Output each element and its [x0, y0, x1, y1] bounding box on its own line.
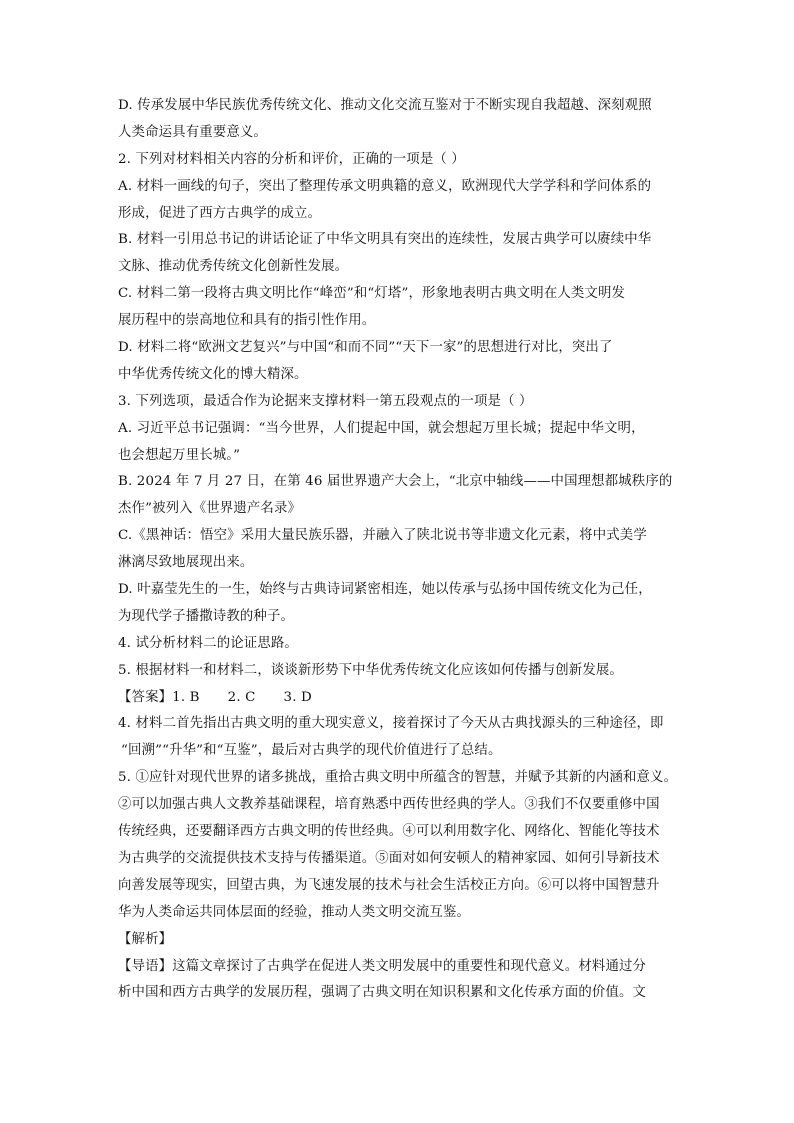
answer-5-line-2: ②可以加强古典人文教养基础课程，培育熟悉中西传世经典的学人。③我们不仅要重修中国: [118, 797, 660, 813]
q2-option-a-line-1: A. 材料一画线的句子，突出了整理传承文明典籍的意义，欧洲现代大学学科和学问体系的: [118, 178, 652, 194]
answer-5-line-6: 华为人类命运共同体层面的经验，推动人类文明交流互鉴。: [118, 904, 471, 920]
q3-option-a-line-2: 也会想起万里长城。”: [118, 447, 241, 463]
analysis-guide-line-1: 【导语】这篇文章探讨了古典学在促进人类文明发展中的重要性和现代意义。材料通过分: [118, 958, 647, 974]
q3-option-d-line-2: 为现代学子播撒诗教的种子。: [118, 608, 295, 624]
q2-option-c-line-1: C. 材料二第一段将古典文明比作“峰峦”和“灯塔”，形象地表明古典文明在人类文明发: [118, 286, 626, 302]
q3-stem: 3. 下列选项，最适合作为论据来支撑材料一第五段观点的一项是（ ）: [118, 393, 533, 409]
q2-option-b-line-1: B. 材料一引用总书记的讲话论证了中华文明具有突出的连续性，发展古典学可以赓续中华: [118, 232, 652, 248]
q3-option-b-line-2: 杰作”被列入《世界遗产名录》: [118, 501, 302, 517]
q2-option-c-line-2: 展历程中的崇高地位和具有的指引性作用。: [118, 313, 376, 329]
answer-5-line-1: 5. ①应针对现代世界的诸多挑战，重拾古典文明中所蕴含的智慧，并赋予其新的内涵和意义。: [118, 770, 678, 786]
analysis-guide-line-2: 析中国和西方古典学的发展历程，强调了古典文明在知识积累和文化传承方面的价值。文: [118, 985, 647, 1001]
q2-option-a-line-2: 形成，促进了西方古典学的成立。: [118, 205, 322, 221]
q3-option-c-line-1: C.《黑神话：悟空》采用大量民族乐器，并融入了陕北说书等非遗文化元素，将中式美学: [118, 528, 647, 544]
q3-option-a-line-1: A. 习近平总书记强调：“当今世界，人们提起中国，就会想起万里长城；提起中华文明，: [118, 420, 645, 436]
q3-option-c-line-2: 淋漓尽致地展现出来。: [118, 555, 254, 571]
q1-option-d-line-2: 人类命运具有重要意义。: [118, 124, 267, 140]
answer-5-line-3: 传统经典，还要翻译西方古典文明的传世经典。④可以利用数字化、网络化、智能化等技术: [118, 824, 660, 840]
answer-key-line: [118, 685, 674, 712]
q1-option-d-line-1: D. 传承发展中华民族优秀传统文化、推动文化交流互鉴对于不断实现自我超越、深刻观照: [118, 98, 652, 113]
q2-stem: 2. 下列对材料相关内容的分析和评价，正确的一项是（ ）: [118, 151, 465, 167]
analysis-label: 【解析】: [118, 931, 173, 947]
answer-4-line-2: “回溯”“升华”和“互鉴”，最后对古典学的现代价值进行了总结。: [121, 743, 502, 759]
q2-option-d-line-1: D. 材料二将“欧洲文艺复兴”与中国“和而不同”“天下一家”的思想进行对比，突出了: [118, 340, 613, 356]
answer-label: 【答案】: [118, 689, 173, 705]
q3-option-d-line-1: D. 叶嘉莹先生的一生，始终与古典诗词紧密相连，她以传承与弘扬中国传统文化为己任，: [118, 582, 652, 598]
q4-stem: 4. 试分析材料二的论证思路。: [118, 635, 298, 651]
document-page: [118, 93, 678, 1007]
q2-option-d-line-2: 中华优秀传统文化的博大精深。: [118, 366, 308, 382]
answer-4-line-1: 4. 材料二首先指出古典文明的重大现实意义，接着探讨了今天从古典找源头的三种途径，即: [118, 716, 664, 732]
answer-5-line-5: 向善发展等现实，回望古典，为飞速发展的技术与社会生活校正方向。⑥可以将中国智慧升: [118, 877, 660, 893]
q2-option-b-line-2: 文脉、推动优秀传统文化创新性发展。: [118, 259, 349, 275]
answer-choice-2: 2. C: [227, 689, 256, 705]
q5-stem: 5. 根据材料一和材料二，谈谈新形势下中华优秀传统文化应该如何传播与创新发展。: [118, 662, 623, 678]
answer-5-line-4: 为古典学的交流提供技术支持与传播渠道。⑤面对如何安顿人的精神家园、如何引导新技术: [118, 850, 660, 866]
answer-choice-1: 1. B: [172, 689, 200, 705]
answer-choice-3: 3. D: [283, 689, 312, 705]
q3-option-b-line-1: B. 2024 年 7 月 27 日，在第 46 届世界遗产大会上，“北京中轴线——中国理想都城秩序的: [118, 474, 673, 490]
